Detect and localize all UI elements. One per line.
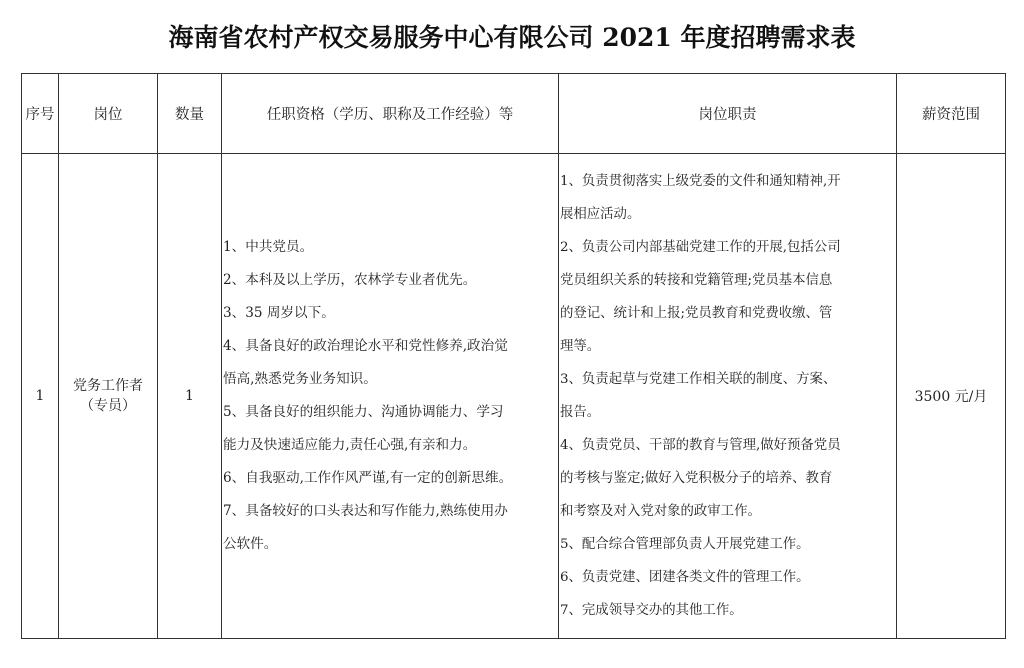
duty-line: 的登记、统计和上报;党员教育和党费收缴、管 [560, 306, 833, 321]
duty-line: 党员组织关系的转接和党籍管理;党员基本信息 [560, 273, 833, 288]
duty-line: 6、负责党建、团建各类文件的管理工作。 [560, 570, 810, 585]
duty-line: 4、负责党员、干部的教育与管理,做好预备党员 [560, 438, 841, 453]
qualification-line: 公软件。 [223, 536, 278, 552]
header-salary: 薪资范围 [897, 74, 1006, 154]
duty-line: 7、完成领导交办的其他工作。 [560, 603, 743, 618]
table-row [22, 154, 1006, 639]
cell-position [59, 154, 158, 639]
qualification-line: 1、中共党员。 [223, 239, 314, 255]
duty-line: 的考核与鉴定;做好入党积极分子的培养、教育 [560, 471, 833, 486]
duty-line: 展相应活动。 [560, 207, 641, 222]
qualification-line: 4、具备良好的政治理论水平和党性修养,政治觉 [223, 338, 508, 354]
cell-salary: 3500 元/月 [897, 154, 1006, 639]
header-qualification: 任职资格（学历、职称及工作经验）等 [222, 74, 559, 154]
qualification-line: 悟高,熟悉党务业务知识。 [223, 371, 377, 387]
duty-line: 2、负责公司内部基础党建工作的开展,包括公司 [560, 240, 841, 255]
duty-line: 5、配合综合管理部负责人开展党建工作。 [560, 537, 810, 552]
position-subtitle: （专员） [80, 398, 136, 414]
cell-count: 1 [158, 154, 222, 639]
header-index: 序号 [22, 74, 59, 154]
cell-index: 1 [22, 154, 59, 639]
qualification-line: 能力及快速适应能力,责任心强,有亲和力。 [223, 437, 477, 453]
qualification-line: 5、具备良好的组织能力、沟通协调能力、学习 [223, 404, 504, 420]
cell-qualification [222, 154, 559, 639]
table-header-row [22, 74, 1006, 154]
qualification-line: 7、具备较好的口头表达和写作能力,熟练使用办 [223, 503, 508, 519]
position-title: 党务工作者 [73, 378, 143, 394]
qualification-line: 6、自我驱动,工作作风严谨,有一定的创新思维。 [223, 470, 513, 486]
qualification-line: 3、35 周岁以下。 [223, 305, 335, 321]
qualification-line: 2、本科及以上学历，农林学专业者优先。 [223, 272, 477, 288]
cell-duties [559, 154, 897, 639]
header-position: 岗位 [59, 74, 158, 154]
duty-line: 理等。 [560, 339, 601, 354]
recruitment-table [21, 73, 1006, 639]
header-duties: 岗位职责 [559, 74, 897, 154]
duty-line: 报告。 [560, 405, 601, 420]
header-count: 数量 [158, 74, 222, 154]
duty-line: 和考察及对入党对象的政审工作。 [560, 504, 761, 519]
page-title: 海南省农村产权交易服务中心有限公司 2021 年度招聘需求表 [168, 23, 856, 52]
duty-line: 1、负责贯彻落实上级党委的文件和通知精神,开 [560, 174, 841, 189]
duty-line: 3、负责起草与党建工作相关联的制度、方案、 [560, 372, 837, 387]
